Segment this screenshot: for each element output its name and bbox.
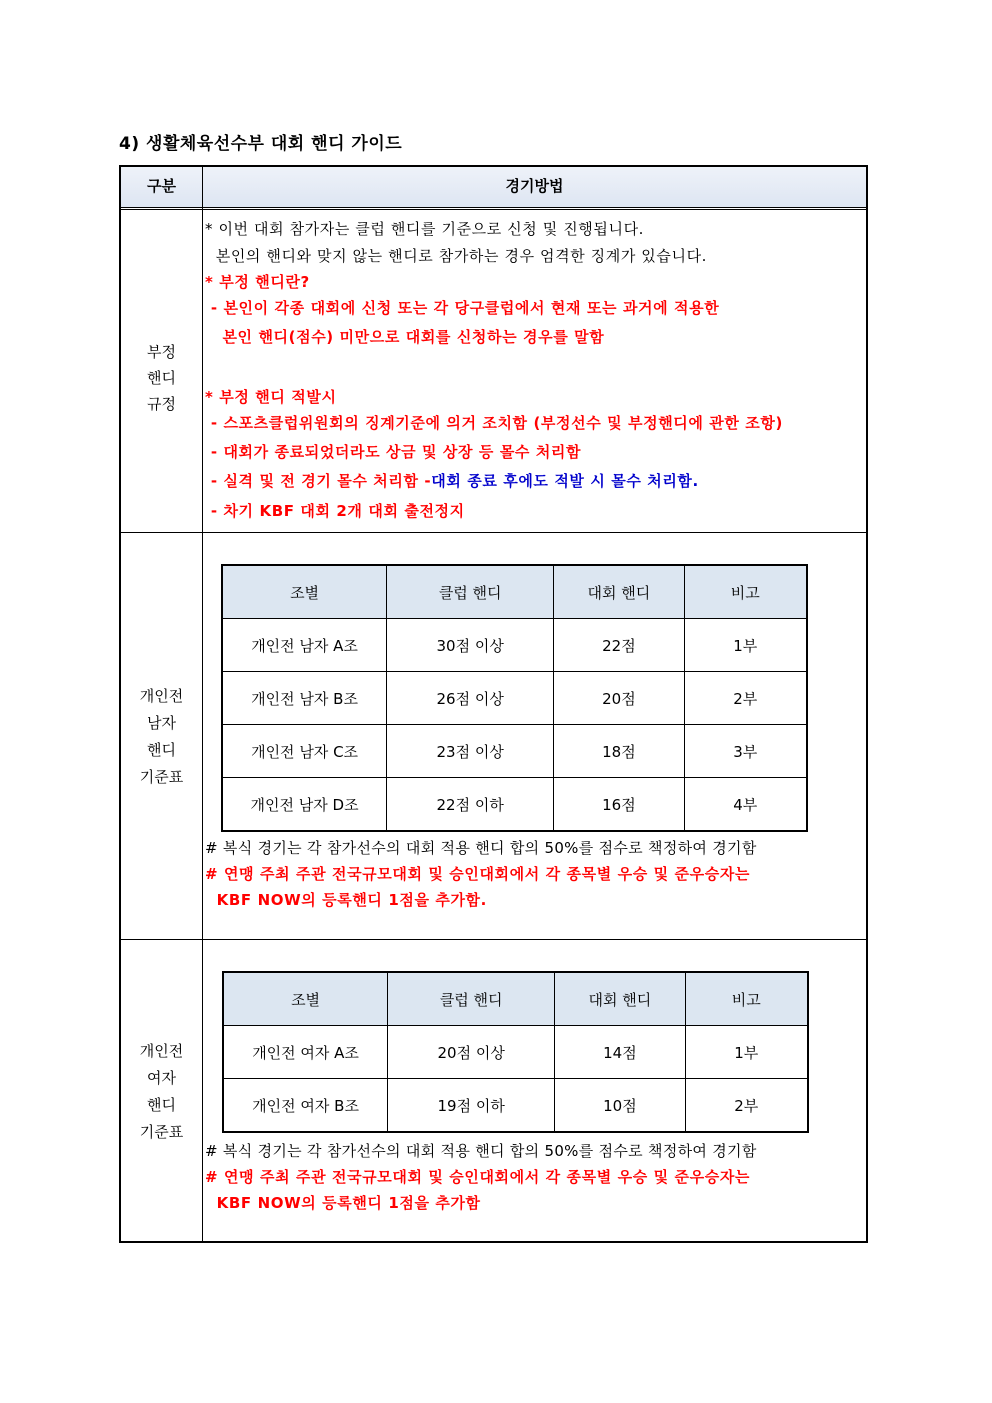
table-cell: 개인전 남자 C조: [223, 725, 387, 778]
row-label-penalty-rules: [121, 339, 202, 417]
row-label-line: 개인전: [139, 687, 184, 705]
rule-line: - 본인이 각종 대회에 신청 또는 각 당구클럽에서 현재 또는 과거에 적용한: [205, 299, 720, 317]
col-header-tournament-handicap: 대회 핸디: [554, 566, 684, 619]
table-row: [224, 1079, 808, 1132]
table-cell: 4부: [684, 778, 806, 831]
rule-line: [205, 470, 699, 491]
table-row: [223, 619, 807, 672]
table-cell: 20점: [554, 672, 684, 725]
women-handicap-table: [223, 972, 808, 1132]
table-cell: 26점 이상: [387, 672, 554, 725]
header-method: 경기방법: [505, 177, 564, 195]
rule-line: - 대회가 종료되었더라도 상금 및 상장 등 몰수 처리함: [205, 443, 582, 461]
row-label-women-handicap: [121, 1038, 202, 1146]
rule-heading: * 부정 핸디란?: [205, 273, 310, 291]
table-cell: 10점: [555, 1079, 685, 1132]
doubles-note: # 복식 경기는 각 참가선수의 대회 적용 핸디 합의 50%를 점수로 책정하여 경기함: [205, 1142, 757, 1160]
table-cell: 2부: [684, 672, 806, 725]
table-cell: 개인전 남자 B조: [223, 672, 387, 725]
table-cell: 22점: [554, 619, 684, 672]
rule-line-part-blue: 대회 종료 후에도 적발 시 몰수 처리함.: [431, 472, 699, 490]
table-cell: 개인전 남자 A조: [223, 619, 387, 672]
col-header-note: 비고: [685, 973, 807, 1026]
row-label-line: 여자: [147, 1069, 176, 1087]
table-cell: 22점 이하: [387, 778, 554, 831]
rule-line: * 이번 대회 참가자는 클럽 핸디를 기준으로 신청 및 진행됩니다.: [205, 220, 645, 238]
col-header-club-handicap: 클럽 핸디: [388, 973, 555, 1026]
col-header-tournament-handicap: 대회 핸디: [555, 973, 685, 1026]
rule-line: 본인의 핸디와 맞지 않는 핸디로 참가하는 경우 엄격한 징계가 있습니다.: [205, 247, 708, 265]
rule-line: - 차기 KBF 대회 2개 대회 출전정지: [205, 502, 465, 520]
rule-line-part: - 실격 및 전 경기 몰수 처리함 -: [205, 472, 432, 490]
table-cell: 16점: [554, 778, 684, 831]
rule-heading: * 부정 핸디 적발시: [205, 388, 337, 406]
table-cell: 개인전 여자 A조: [224, 1026, 388, 1079]
bonus-note: # 연맹 주최 주관 전국규모대회 및 승인대회에서 각 종목별 우승 및 준우승자는: [205, 865, 751, 883]
column-divider: [202, 165, 203, 1243]
row-label-line: 핸디: [147, 741, 176, 759]
bonus-note: # 연맹 주최 주관 전국규모대회 및 승인대회에서 각 종목별 우승 및 준우승자는: [205, 1168, 751, 1186]
table-row: [223, 672, 807, 725]
row-label-line: 기준표: [139, 768, 184, 786]
row-divider: [119, 939, 868, 940]
table-cell: 18점: [554, 725, 684, 778]
row-label-line: 핸디: [147, 1096, 176, 1114]
men-handicap-table: [222, 565, 807, 831]
table-row: [223, 725, 807, 778]
table-cell: 2부: [685, 1079, 807, 1132]
col-header-group: 조별: [224, 973, 388, 1026]
table-cell: 14점: [555, 1026, 685, 1079]
table-cell: 19점 이하: [388, 1079, 555, 1132]
table-cell: 1부: [684, 619, 806, 672]
table-cell: 개인전 여자 B조: [224, 1079, 388, 1132]
table-cell: 30점 이상: [387, 619, 554, 672]
row-label-line: 부정: [147, 343, 176, 361]
row-divider: [119, 532, 868, 533]
row-label-line: 핸디: [147, 369, 176, 387]
table-cell: 개인전 남자 D조: [223, 778, 387, 831]
header-category: 구분: [147, 177, 176, 195]
row-label-line: 기준표: [139, 1123, 184, 1141]
row-label-line: 규정: [147, 395, 176, 413]
table-row: [224, 1026, 808, 1079]
rule-line: 본인 핸디(점수) 미만으로 대회를 신청하는 경우를 말함: [205, 328, 605, 346]
section-title: 4) 생활체육선수부 대회 핸디 가이드: [119, 134, 403, 154]
bonus-note: KBF NOW의 등록핸디 1점을 추가함: [205, 1194, 481, 1212]
table-cell: 3부: [684, 725, 806, 778]
table-cell: 20점 이상: [388, 1026, 555, 1079]
col-header-group: 조별: [223, 566, 387, 619]
bonus-note: KBF NOW의 등록핸디 1점을 추가함.: [205, 891, 487, 909]
row-label-line: 개인전: [139, 1042, 184, 1060]
header-double-rule: [119, 207, 868, 210]
col-header-note: 비고: [684, 566, 806, 619]
table-cell: 23점 이상: [387, 725, 554, 778]
rule-line: - 스포츠클럽위원회의 징계기준에 의거 조치함 (부정선수 및 부정핸디에 관한 조항): [205, 414, 783, 432]
table-cell: 1부: [685, 1026, 807, 1079]
row-label-men-handicap: [121, 683, 202, 791]
col-header-club-handicap: 클럽 핸디: [387, 566, 554, 619]
row-label-line: 남자: [147, 714, 176, 732]
table-row: [223, 778, 807, 831]
doubles-note: # 복식 경기는 각 참가선수의 대회 적용 핸디 합의 50%를 점수로 책정하여 경기함: [205, 839, 757, 857]
